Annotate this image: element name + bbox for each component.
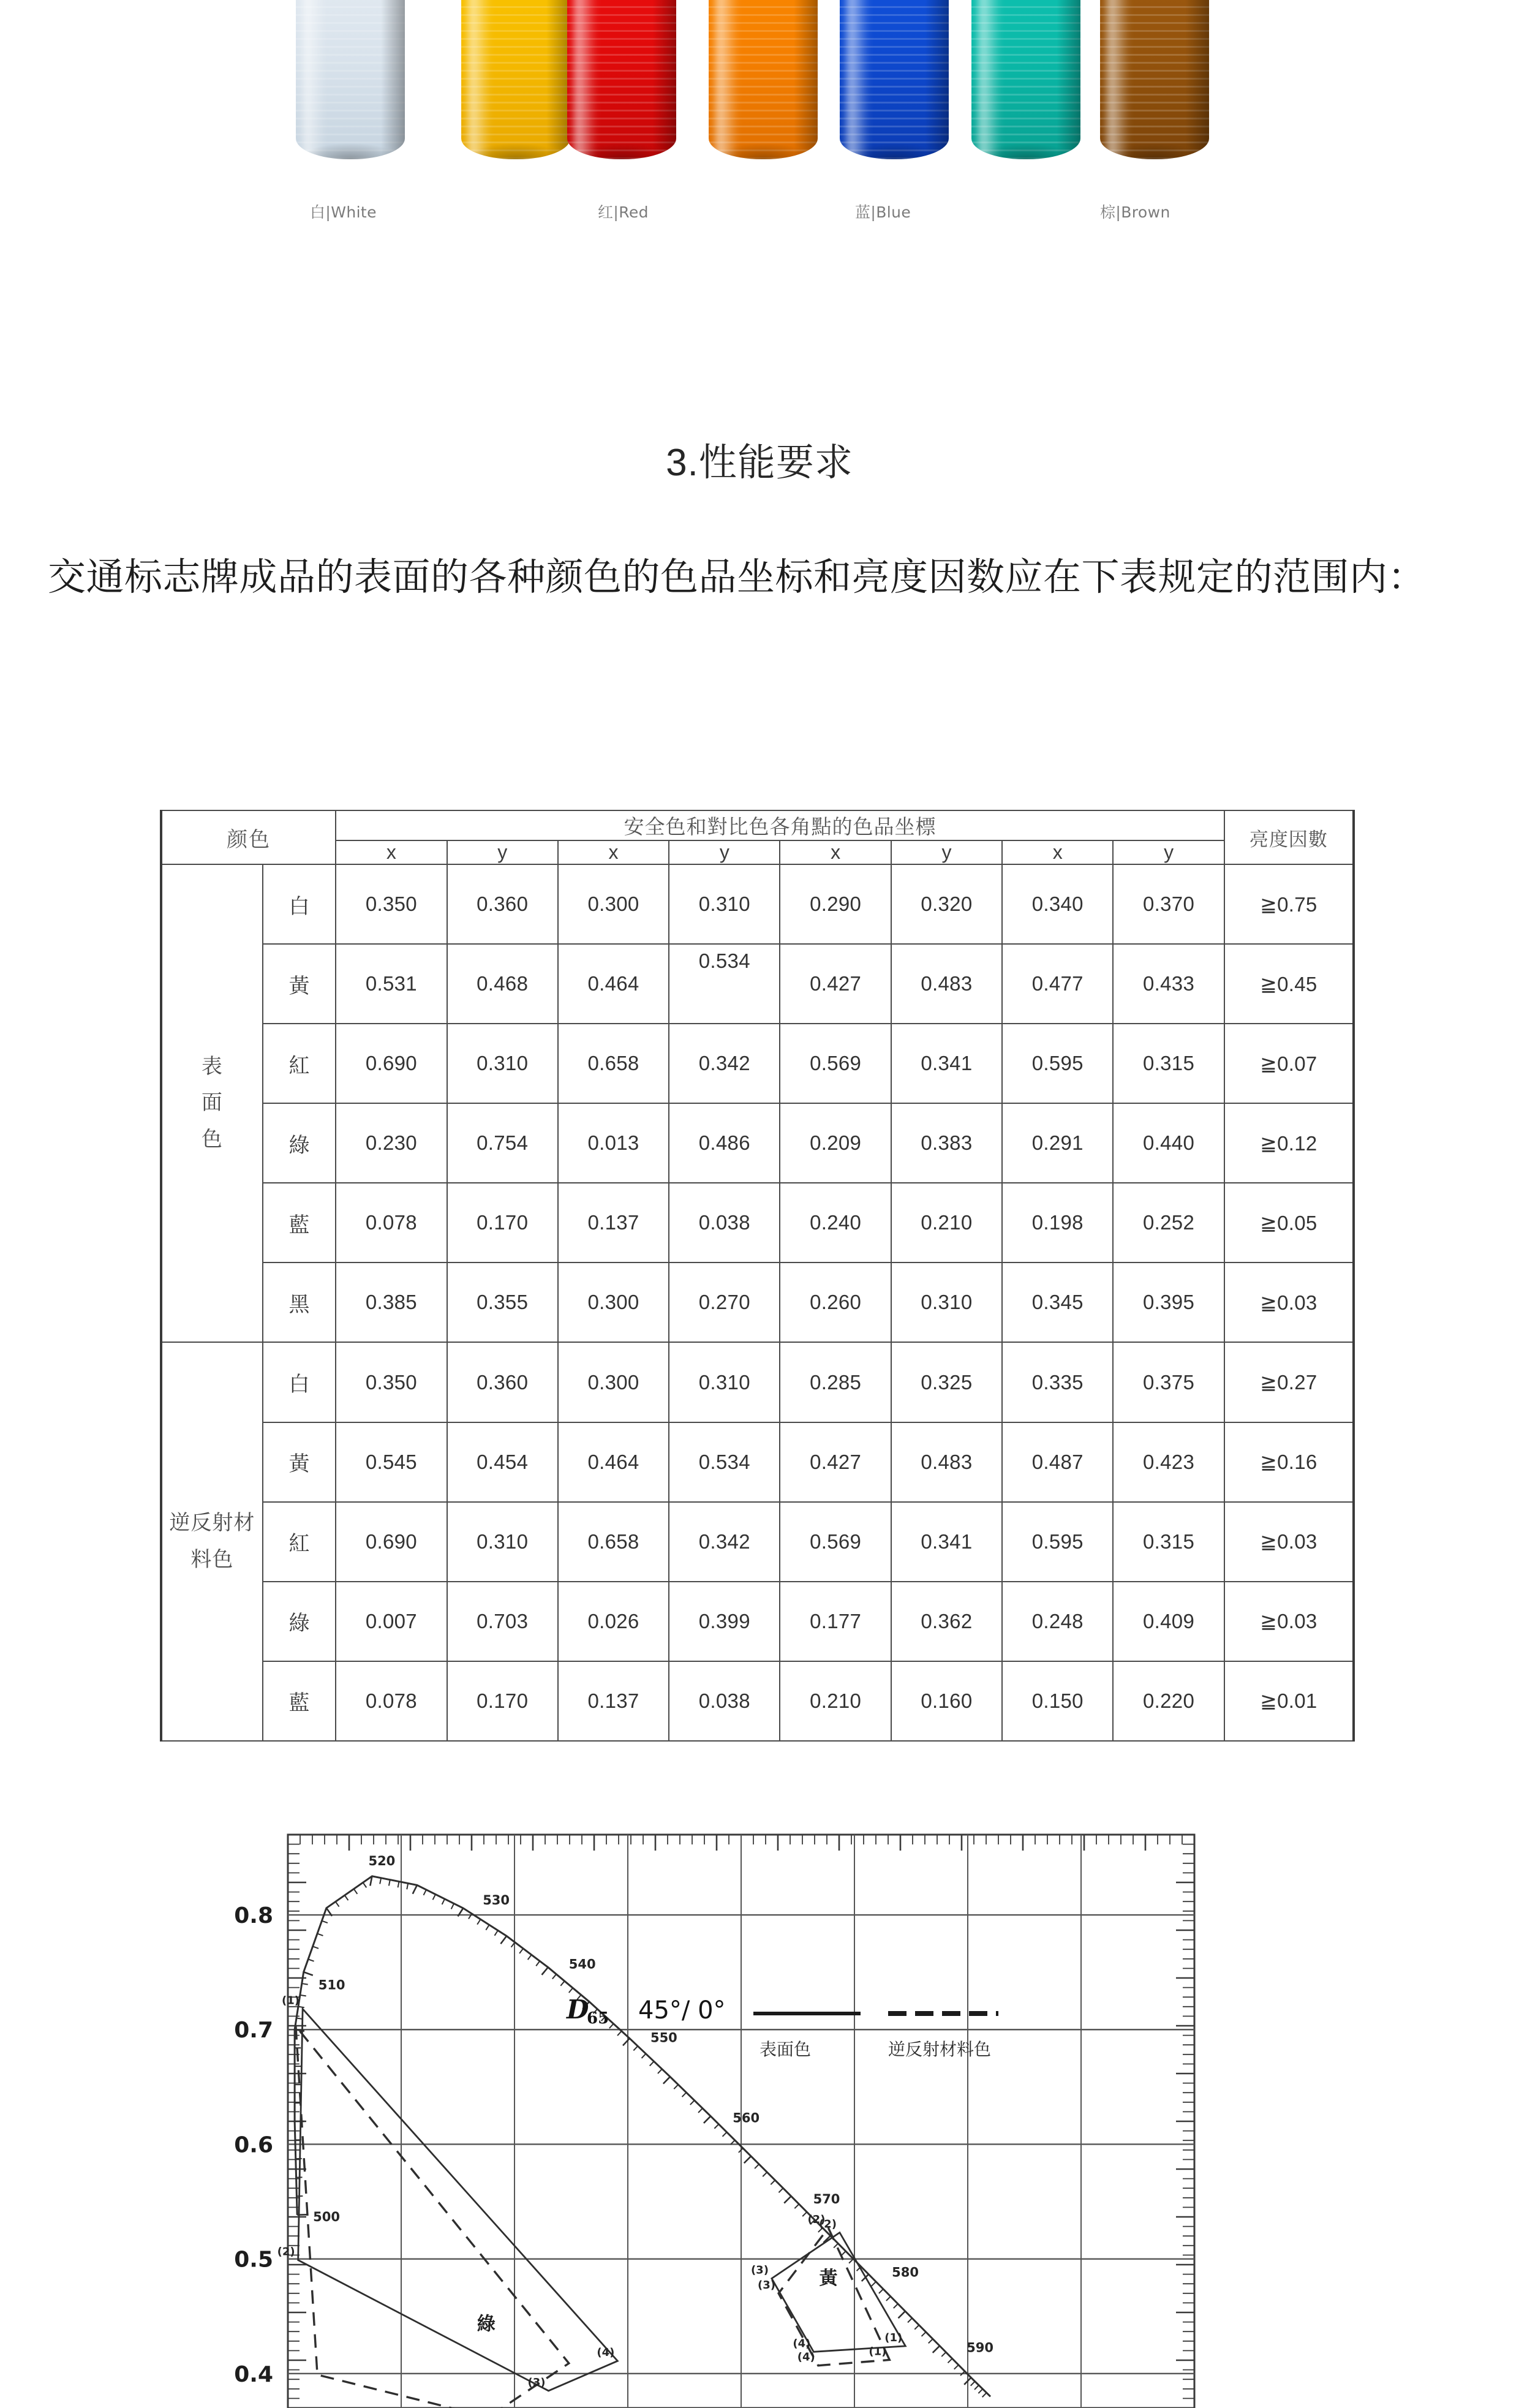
header-row-top	[161, 810, 1354, 840]
cell-coordinate: 0.345	[1002, 1263, 1113, 1342]
cell-coordinate: 0.487	[1002, 1422, 1113, 1502]
cell-coordinate: 0.690	[336, 1502, 447, 1582]
y-tick-label: 0.4	[234, 2361, 273, 2387]
cell-coordinate: 0.230	[336, 1103, 447, 1183]
cell-coordinate: 0.310	[669, 1342, 780, 1422]
cell-coordinate: 0.300	[558, 1263, 669, 1342]
cell-coordinate: 0.595	[1002, 1502, 1113, 1582]
cell-coordinate: 0.483	[891, 1422, 1002, 1502]
cell-coordinate: 0.754	[447, 1103, 558, 1183]
header-axis-x-4: x	[780, 840, 891, 864]
cell-coordinate: 0.078	[336, 1183, 447, 1263]
row-colour-name: 黑	[263, 1263, 336, 1342]
cell-coordinate: 0.341	[891, 1024, 1002, 1103]
wavelength-label-590: 590	[967, 2340, 993, 2355]
table-row	[161, 864, 1354, 944]
cell-coordinate: 0.038	[669, 1661, 780, 1741]
cell-coordinate: 0.160	[891, 1661, 1002, 1741]
cell-luminance-factor: ≧0.16	[1224, 1422, 1354, 1502]
y-tick-label: 0.8	[234, 1903, 273, 1929]
corner-label: (3)	[758, 2278, 776, 2292]
cell-coordinate: 0.137	[558, 1661, 669, 1741]
cell-coordinate: 0.177	[780, 1582, 891, 1661]
cell-coordinate: 0.355	[447, 1263, 558, 1342]
table-row	[161, 1661, 1354, 1741]
cell-coordinate: 0.399	[669, 1582, 780, 1661]
cell-luminance-factor: ≧0.12	[1224, 1103, 1354, 1183]
header-axis-y-3: y	[669, 840, 780, 864]
corner-label: (2)	[807, 2213, 826, 2227]
cell-coordinate: 0.385	[336, 1263, 447, 1342]
cell-coordinate: 0.595	[1002, 1024, 1113, 1103]
cell-coordinate: 0.534	[669, 944, 780, 1024]
header-axis-y-5: y	[891, 840, 1002, 864]
cell-coordinate: 0.658	[558, 1502, 669, 1582]
header-coordinates-group: 安全色和對比色各角點的色品坐標	[336, 810, 1224, 840]
cell-luminance-factor: ≧0.07	[1224, 1024, 1354, 1103]
cell-coordinate: 0.569	[780, 1502, 891, 1582]
cell-coordinate: 0.531	[336, 944, 447, 1024]
corner-label: (4)	[793, 2337, 811, 2350]
cell-coordinate: 0.078	[336, 1661, 447, 1741]
cell-coordinate: 0.270	[669, 1263, 780, 1342]
table-row	[161, 944, 1354, 1024]
cell-coordinate: 0.440	[1113, 1103, 1224, 1183]
cell-coordinate: 0.362	[891, 1582, 1002, 1661]
legend-label-retro: 逆反射材料色	[888, 2039, 992, 2059]
corner-label: (4)	[797, 2350, 815, 2364]
cell-luminance-factor: ≧0.05	[1224, 1183, 1354, 1263]
cell-coordinate: 0.486	[669, 1103, 780, 1183]
row-colour-name: 紅	[263, 1024, 336, 1103]
cell-coordinate: 0.427	[780, 1422, 891, 1502]
cell-coordinate: 0.315	[1113, 1502, 1224, 1582]
cell-coordinate: 0.137	[558, 1183, 669, 1263]
cell-coordinate: 0.569	[780, 1024, 891, 1103]
table-head	[161, 810, 1354, 864]
cell-coordinate: 0.427	[780, 944, 891, 1024]
cell-luminance-factor: ≧0.27	[1224, 1342, 1354, 1422]
legend-illuminant-subscript: 65	[587, 2009, 609, 2028]
cell-coordinate: 0.285	[780, 1342, 891, 1422]
y-tick-label: 0.7	[234, 2018, 273, 2044]
wavelength-label-540: 540	[568, 1957, 596, 1972]
cell-luminance-factor: ≧0.01	[1224, 1661, 1354, 1741]
region-label: 黃	[819, 2267, 838, 2289]
cell-coordinate: 0.370	[1113, 864, 1224, 944]
row-colour-name: 黃	[263, 944, 336, 1024]
cell-coordinate: 0.038	[669, 1183, 780, 1263]
cell-coordinate: 0.341	[891, 1502, 1002, 1582]
header-axis-x-6: x	[1002, 840, 1113, 864]
cell-coordinate: 0.534	[669, 1422, 780, 1502]
row-colour-name: 綠	[263, 1582, 336, 1661]
orange-roll	[709, 0, 818, 159]
cell-coordinate: 0.007	[336, 1582, 447, 1661]
cell-coordinate: 0.423	[1113, 1422, 1224, 1502]
row-colour-name: 綠	[263, 1103, 336, 1183]
chromaticity-svg	[202, 1810, 1280, 2408]
y-axis-tick-labels	[234, 1903, 273, 2387]
corner-label: (1)	[884, 2331, 903, 2344]
cell-coordinate: 0.468	[447, 944, 558, 1024]
row-colour-name: 藍	[263, 1183, 336, 1263]
group-label-surface: 表 面 色	[161, 864, 263, 1342]
row-colour-name: 紅	[263, 1502, 336, 1582]
table-row	[161, 1103, 1354, 1183]
cell-coordinate: 0.477	[1002, 944, 1113, 1024]
corner-label: (1)	[869, 2345, 887, 2358]
wavelength-label-580: 580	[892, 2265, 919, 2280]
cell-coordinate: 0.350	[336, 864, 447, 944]
chromaticity-diagram	[202, 1810, 1280, 2408]
cell-coordinate: 0.360	[447, 864, 558, 944]
caption-white: 白|White	[310, 203, 377, 221]
cell-coordinate: 0.342	[669, 1024, 780, 1103]
table-row	[161, 1422, 1354, 1502]
cell-coordinate: 0.291	[1002, 1103, 1113, 1183]
header-axis-y-1: y	[447, 840, 558, 864]
cell-coordinate: 0.375	[1113, 1342, 1224, 1422]
cell-coordinate: 0.240	[780, 1183, 891, 1263]
cell-coordinate: 0.300	[558, 864, 669, 944]
cell-luminance-factor: ≧0.03	[1224, 1582, 1354, 1661]
cell-coordinate: 0.340	[1002, 864, 1113, 944]
cell-coordinate: 0.310	[447, 1024, 558, 1103]
table-row	[161, 1183, 1354, 1263]
caption-red: 红|Red	[598, 203, 649, 221]
header-row-xy	[161, 840, 1354, 864]
colour-spec-table	[160, 810, 1355, 1742]
header-colour: 颜色	[161, 810, 336, 864]
corner-label: (3)	[750, 2263, 769, 2277]
cell-coordinate: 0.383	[891, 1103, 1002, 1183]
region-label: 綠	[477, 2313, 496, 2335]
color-roll-photo-strip	[0, 0, 1519, 221]
cell-coordinate: 0.300	[558, 1342, 669, 1422]
cell-coordinate: 0.703	[447, 1582, 558, 1661]
header-luminance: 亮度因數	[1224, 810, 1354, 864]
cell-coordinate: 0.690	[336, 1024, 447, 1103]
cell-coordinate: 0.409	[1113, 1582, 1224, 1661]
cell-luminance-factor: ≧0.03	[1224, 1502, 1354, 1582]
wavelength-label-510: 510	[318, 1977, 345, 1993]
header-axis-x-0: x	[336, 840, 447, 864]
cell-coordinate: 0.464	[558, 944, 669, 1024]
white-roll	[296, 0, 405, 159]
caption-brown: 棕|Brown	[1100, 203, 1170, 221]
row-colour-name: 白	[263, 864, 336, 944]
wavelength-label-560: 560	[733, 2110, 760, 2126]
header-axis-y-7: y	[1113, 840, 1224, 864]
intro-paragraph: 交通标志牌成品的表面的各种颜色的色品坐标和亮度因数应在下表规定的范围内：	[48, 556, 1427, 598]
cell-coordinate: 0.360	[447, 1342, 558, 1422]
cell-luminance-factor: ≧0.45	[1224, 944, 1354, 1024]
cell-coordinate: 0.210	[891, 1183, 1002, 1263]
cell-coordinate: 0.290	[780, 864, 891, 944]
wavelength-label-520: 520	[368, 1853, 396, 1868]
page-title: 3.性能要求	[666, 442, 853, 484]
y-tick-label: 0.5	[234, 2247, 273, 2273]
table-row	[161, 1502, 1354, 1582]
corner-label: (3)	[527, 2376, 546, 2389]
row-colour-name: 白	[263, 1342, 336, 1422]
cell-coordinate: 0.260	[780, 1263, 891, 1342]
wavelength-label-570: 570	[813, 2192, 840, 2207]
cell-coordinate: 0.248	[1002, 1582, 1113, 1661]
corner-label: (2)	[277, 2245, 295, 2259]
cell-coordinate: 0.433	[1113, 944, 1224, 1024]
cell-coordinate: 0.658	[558, 1024, 669, 1103]
cell-coordinate: 0.395	[1113, 1263, 1224, 1342]
table-body	[161, 864, 1354, 1741]
cell-coordinate: 0.170	[447, 1661, 558, 1741]
cell-coordinate: 0.220	[1113, 1661, 1224, 1741]
wavelength-label-500: 500	[313, 2209, 341, 2224]
cell-coordinate: 0.545	[336, 1422, 447, 1502]
cell-coordinate: 0.310	[447, 1502, 558, 1582]
cell-coordinate: 0.342	[669, 1502, 780, 1582]
cell-coordinate: 0.350	[336, 1342, 447, 1422]
cell-coordinate: 0.464	[558, 1422, 669, 1502]
yellow-roll	[461, 0, 570, 159]
group-label-retroreflective: 逆反射材 料色	[161, 1342, 263, 1741]
corner-label: (2)	[818, 2217, 837, 2231]
cell-luminance-factor: ≧0.03	[1224, 1263, 1354, 1342]
cell-luminance-factor: ≧0.75	[1224, 864, 1354, 944]
table-row	[161, 1263, 1354, 1342]
legend-label-surface: 表面色	[760, 2039, 812, 2059]
cell-coordinate: 0.320	[891, 864, 1002, 944]
cell-coordinate: 0.026	[558, 1582, 669, 1661]
cell-coordinate: 0.310	[669, 864, 780, 944]
header-axis-x-2: x	[558, 840, 669, 864]
cell-coordinate: 0.315	[1113, 1024, 1224, 1103]
y-tick-label: 0.6	[234, 2132, 273, 2158]
table	[160, 810, 1355, 1742]
wavelength-label-530: 530	[483, 1892, 510, 1908]
cell-coordinate: 0.209	[780, 1103, 891, 1183]
cell-coordinate: 0.325	[891, 1342, 1002, 1422]
cell-coordinate: 0.483	[891, 944, 1002, 1024]
table-row	[161, 1024, 1354, 1103]
cell-coordinate: 0.150	[1002, 1661, 1113, 1741]
corner-label: (4)	[597, 2346, 615, 2360]
corner-label: (1)	[282, 1994, 300, 2007]
cell-coordinate: 0.013	[558, 1103, 669, 1183]
cell-coordinate: 0.454	[447, 1422, 558, 1502]
cell-coordinate: 0.170	[447, 1183, 558, 1263]
cell-coordinate: 0.310	[891, 1263, 1002, 1342]
legend-geometry: 45°/ 0°	[638, 1996, 726, 2025]
brown-roll	[1100, 0, 1209, 159]
row-colour-name: 藍	[263, 1661, 336, 1741]
legend-illuminant-symbol: D	[567, 1995, 589, 2025]
row-colour-name: 黃	[263, 1422, 336, 1502]
caption-blue: 蓝|Blue	[855, 203, 911, 221]
cell-coordinate: 0.335	[1002, 1342, 1113, 1422]
cell-coordinate: 0.198	[1002, 1183, 1113, 1263]
cell-coordinate: 0.210	[780, 1661, 891, 1741]
green-roll	[971, 0, 1080, 159]
table-row	[161, 1342, 1354, 1422]
table-row	[161, 1582, 1354, 1661]
wavelength-label-550: 550	[650, 2030, 677, 2045]
blue-roll	[840, 0, 949, 159]
red-roll	[567, 0, 676, 159]
cell-coordinate: 0.252	[1113, 1183, 1224, 1263]
